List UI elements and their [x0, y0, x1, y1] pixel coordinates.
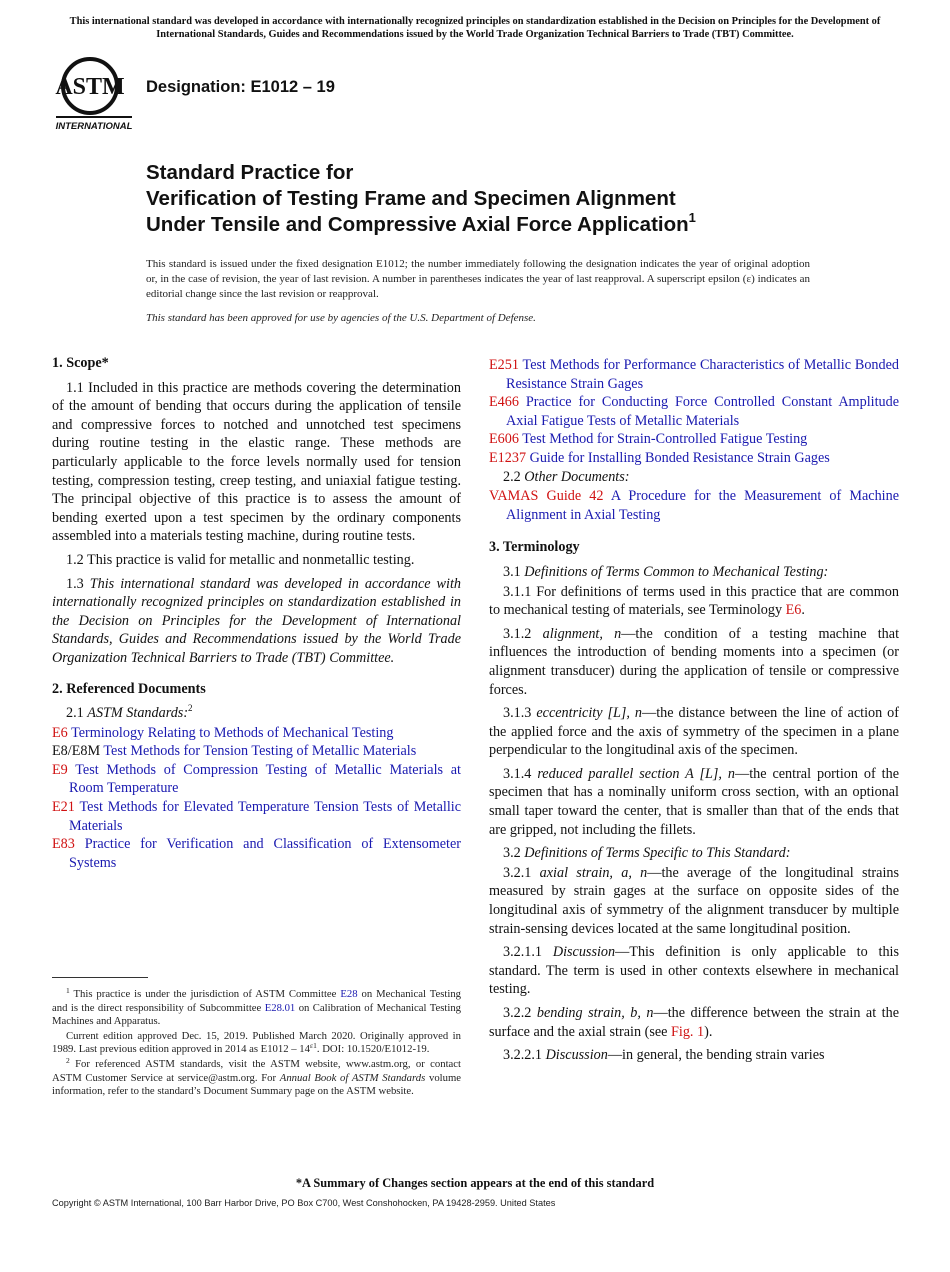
ref-item-vamas[interactable]: VAMAS Guide 42 A Procedure for the Measurement of Machine Alignment in Axial Testing — [489, 488, 899, 523]
term-3-2: 3.2 Definitions of Terms Specific to This Standard: — [503, 845, 791, 862]
subcommittee-link[interactable]: E28.01 — [264, 1001, 296, 1014]
ref-item-e21[interactable]: E21 Test Methods for Elevated Temperature Tension Tests of Metallic Materials — [52, 799, 462, 834]
term-3-2-1: 3.2.1 axial strain, a, n—the average of the longitudinal strains measured by strain gages at the surface on opposite sides of the longitudinal axis of symmetry of the alignment transducer by multiple strain-sensing devices located at the same longitudinal position. — [489, 864, 900, 937]
term-3-1-2: 3.1.2 alignment, n—the condition of a testing machine that influences the introduction of bending moments into a specimen (or alignment transducer) during the application of tensile or compressive forces. — [489, 625, 900, 698]
term-3-2-2-1: 3.2.2.1 Discussion—in general, the bending strain varies — [503, 1047, 825, 1064]
tbt-notice: This international standard was developed in accordance with internationally recognized principles on standardization established in the Decision on Principles for the Development of International Standards, Guides and Recommendations issued by the World Trade Organization Technical Barriers to Trade (TBT) Committee. — [69, 16, 881, 40]
logo-subtext: INTERNATIONAL — [55, 121, 133, 132]
term-3-1-3: 3.1.3 eccentricity [L], n—the distance between the line of action of the applied force and the axis of symmetry of the specimen in a plane perpendicular to the longitudinal axis of the specimen. — [489, 705, 899, 759]
ref-item-e83[interactable]: E83 Practice for Verification and Classification of Extensometer Systems — [52, 836, 462, 871]
footnotes — [52, 988, 461, 1100]
footnote-1: $^1$ This practice is under the jurisdiction of ASTM Committee E28 on Mechanical Testing and is the direct responsibility of Subcommittee E28.01 on Calibration of Mechanical Testing Machines and Apparatus. — [52, 986, 462, 1028]
title-footnote-mark[interactable]: 1 — [688, 210, 696, 225]
term-3-2-2: 3.2.2 bending strain, b, n—the difference between the strain at the surface and the axial strain (see Fig. 1). — [489, 1005, 899, 1040]
astm-standards-subheading: 2.1 ASTM Standards:$^2$ — [66, 703, 193, 722]
ref-item-e466[interactable]: E466 Practice for Conducting Force Controlled Constant Amplitude Axial Fatigue Tests of Metallic Materials — [489, 394, 900, 429]
committee-e28-link[interactable]: E28 — [340, 988, 358, 1000]
dod-approval-statement: This standard has been approved for use by agencies of the U.S. Department of Defense. — [146, 312, 536, 324]
term-3-1-1: 3.1.1 For definitions of terms used in this practice that are common to mechanical testing of materials, see Terminology E6. — [489, 583, 899, 619]
summary-of-changes-note: *A Summary of Changes section appears at the end of this standard — [295, 1176, 655, 1190]
left-column — [52, 354, 461, 872]
term-3-1: 3.1 Definitions of Terms Common to Mechanical Testing: — [503, 563, 829, 580]
footnote-divider — [52, 977, 148, 978]
ref-item-e251[interactable]: E251 Test Methods for Performance Characteristics of Metallic Bonded Resistance Strain Gages — [489, 357, 899, 392]
scope-1-2: 1.2 This practice is valid for metallic and nonmetallic testing. — [66, 551, 415, 568]
other-documents-subheading: 2.2 Other Documents: — [503, 468, 630, 485]
term-3-1-4: 3.1.4 reduced parallel section A [L], n—the central portion of the specimen that has a nominally uniform cross section, with an optional small taper toward the center, that is smaller than that of the ends that are gripped, not including the fillets. — [489, 765, 899, 838]
issuance-statement: This standard is issued under the fixed designation E1012; the number immediately following the designation indicates the year of original adoption or, in the case of revision, the year of last revision. A number in parentheses indicates the year of last reapproval. A superscript epsilon (ε) indicates an editorial change since the last revision or reapproval. — [146, 258, 810, 301]
term-3-2-1-1: 3.2.1.1 Discussion—This definition is only applicable to this standard. The term is used in other contexts elsewhere in mechanical testing. — [489, 944, 900, 998]
ref-item-e1237[interactable]: E1237 Guide for Installing Bonded Resistance Strain Gages — [489, 449, 830, 466]
ref-item-e606[interactable]: E606 Test Method for Strain-Controlled Fatigue Testing — [489, 431, 808, 448]
scope-heading: 1. Scope* — [52, 355, 109, 371]
footnote-1-current-edition: Current edition approved Dec. 15, 2019. Published March 2020. Originally approved in 1989. Last previous edition approved in 2014 as $E1012 - 14^{\varepsilon 1}$. DOI: 10.1520/E1012-19. — [52, 1029, 461, 1056]
terminology-e6-link[interactable]: E6 — [785, 602, 802, 619]
scope-1-3: 1.3 This international standard was developed in accordance with internationally recognized principles on standardization established in the Decision on Principles for the Development of International Standards, Guides and Recommendations issued by the World Trade Organization Technical Barriers to Trade (TBT) Committee. — [52, 575, 461, 666]
ref-item-e6[interactable]: E6 Terminology Relating to Methods of Mechanical Testing — [52, 724, 394, 741]
scope-1-1: 1.1 Included in this practice are methods covering the determination of the amount of bending that occurs during the application of tensile and compressive forces to notched and unnotched test specimens during routine testing in the elastic range. These methods are particularly applicable to the force levels normally used for tension testing, compression testing, creep testing, and uniaxial fatigue testing. The principal objective of this practice is to assess the amount of bending exerted upon a test specimen by the ordinary components assembled into a materials testing machine, during routine tests. — [52, 379, 461, 545]
designation: Designation: E1012 – 19 — [146, 78, 335, 96]
referenced-documents-heading: 2. Referenced Documents — [52, 680, 206, 697]
ref-item-e9[interactable]: E9 Test Methods of Compression Testing of Metallic Materials at Room Temperature — [52, 761, 461, 797]
copyright-notice: Copyright © ASTM International, 100 Barr Harbor Drive, PO Box C700, West Conshohocken, PA 19428-2959. United States — [52, 1198, 556, 1208]
title-line-1: Standard Practice for — [146, 161, 354, 184]
terminology-heading: 3. Terminology — [489, 539, 580, 556]
astm-international-logo — [52, 56, 136, 132]
document-title — [146, 160, 866, 238]
title-line-3: Under Tensile and Compressive Axial Force Application$^1$ — [146, 210, 696, 236]
title-line-2: Verification of Testing Frame and Specimen Alignment — [146, 187, 676, 210]
ref-item-e8[interactable]: E8/E8M Test Methods for Tension Testing of Metallic Materials — [52, 743, 417, 760]
footnote-2: $^2$ For referenced ASTM standards, visit the ASTM website, www.astm.org, or contact ASTM Customer Service at service@astm.org. For Annual Book of ASTM Standards volume information, refer to the standard’s Document Summary page on the ASTM website. — [52, 1055, 462, 1098]
logo-text: ASTM — [55, 74, 125, 100]
fig-1-link[interactable]: Fig. 1 — [671, 1023, 705, 1040]
right-column — [489, 356, 899, 1070]
